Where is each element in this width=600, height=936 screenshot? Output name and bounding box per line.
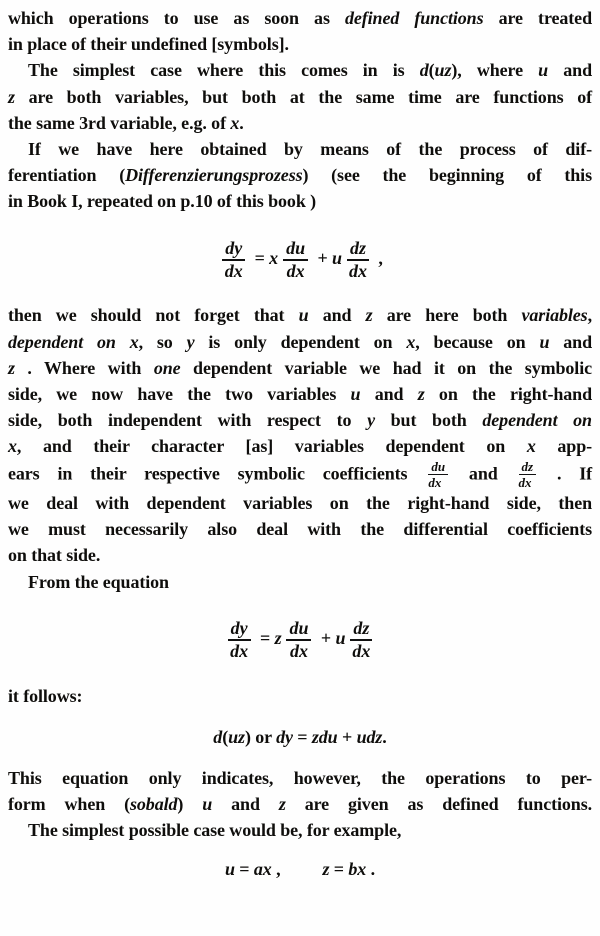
text-run: and bbox=[548, 60, 592, 81]
text-run: d bbox=[419, 60, 429, 81]
text-run: . bbox=[382, 726, 387, 747]
text-run: . Where with bbox=[14, 357, 154, 378]
text-run: side, both independent with respect to bbox=[8, 410, 368, 431]
text-line bbox=[8, 57, 592, 83]
fraction-numerator: dz bbox=[519, 460, 537, 476]
text-line bbox=[8, 460, 592, 490]
text-run: ) bbox=[177, 793, 203, 814]
text-run: x bbox=[406, 331, 416, 352]
fraction-denominator: dx bbox=[286, 260, 305, 281]
text-run: y bbox=[186, 331, 195, 352]
text-run: it follows: bbox=[8, 685, 83, 706]
text-run: u bbox=[350, 384, 361, 405]
text-run: + bbox=[313, 247, 333, 268]
text-run: the same 3rd variable, e.g. of bbox=[8, 112, 231, 133]
text-line bbox=[8, 381, 592, 407]
text-run: z bbox=[365, 305, 373, 326]
text-run: variables bbox=[521, 305, 588, 326]
fraction-numerator: dy bbox=[228, 619, 251, 641]
text-run: udz bbox=[356, 726, 383, 747]
text-run: Differenzierungsprozess bbox=[125, 165, 303, 186]
text-line bbox=[8, 490, 592, 516]
text-run: x bbox=[8, 436, 17, 457]
text-run: z bbox=[278, 793, 286, 814]
text-run: u bbox=[224, 859, 235, 880]
text-line bbox=[8, 569, 592, 595]
text-run: u bbox=[335, 627, 346, 648]
fraction bbox=[428, 460, 448, 490]
text-line bbox=[8, 31, 592, 57]
text-run bbox=[116, 332, 130, 352]
text-run: u bbox=[332, 247, 342, 268]
fraction bbox=[286, 619, 311, 661]
text-run: ), where bbox=[451, 60, 539, 81]
text-run: and bbox=[549, 331, 592, 352]
text-run: ) (see the beginning of this bbox=[302, 165, 592, 186]
fraction-numerator: dz bbox=[350, 619, 372, 641]
text-run: u bbox=[538, 60, 549, 81]
text-run: , bbox=[373, 247, 383, 268]
fraction-numerator: du bbox=[283, 239, 308, 261]
text-run: ( bbox=[428, 60, 435, 81]
text-run: , so bbox=[138, 331, 187, 352]
fraction-denominator: dx bbox=[230, 640, 249, 661]
text-run: y bbox=[367, 410, 375, 431]
text-line bbox=[8, 329, 592, 355]
text-run: in Book I, repeated on p.10 of this book ) bbox=[8, 191, 317, 212]
text-run: = bbox=[234, 859, 254, 880]
text-run: z bbox=[274, 627, 282, 648]
text-run: but both bbox=[374, 410, 483, 431]
text-run: dependent variable we had it on the symbolic bbox=[180, 357, 592, 378]
text-run: are both variables, but both at the same time are functions of bbox=[14, 86, 592, 107]
text-line bbox=[8, 84, 592, 110]
text-run: and bbox=[212, 793, 279, 814]
text-line bbox=[8, 765, 592, 791]
fraction-denominator: dx bbox=[352, 640, 371, 661]
text-run: one bbox=[153, 357, 181, 378]
text-run: This equation only indicates, however, the operations to per- bbox=[8, 767, 592, 788]
text-run: are treated bbox=[483, 8, 592, 28]
text-run: x bbox=[129, 331, 139, 352]
text-run: The simplest case where this comes in is bbox=[28, 60, 420, 81]
fraction-numerator: du bbox=[428, 460, 448, 476]
text-run: = bbox=[250, 247, 270, 268]
text-run: = bbox=[292, 726, 312, 747]
text-run: and bbox=[308, 305, 366, 326]
text-run: dependent on bbox=[8, 331, 116, 352]
text-line bbox=[8, 302, 592, 328]
text-run: x bbox=[269, 247, 279, 268]
text-run: + bbox=[316, 627, 336, 648]
text-run: , bbox=[587, 305, 592, 326]
text-run: If we have here obtained by means of the process of dif- bbox=[28, 139, 592, 160]
text-run: , and their character [as] variables dependent on bbox=[16, 436, 527, 457]
text-run: x bbox=[230, 112, 240, 133]
fraction bbox=[519, 460, 537, 490]
text-line bbox=[8, 791, 592, 817]
text-run: z bbox=[8, 86, 15, 107]
equation bbox=[8, 239, 592, 281]
text-run: . If bbox=[539, 462, 593, 483]
text-run: z bbox=[417, 384, 425, 405]
text-run: + bbox=[337, 726, 357, 747]
text-run: From the equation bbox=[28, 571, 169, 592]
text-line bbox=[8, 355, 592, 381]
text-run: . bbox=[366, 859, 375, 880]
text-run: form when ( bbox=[8, 793, 130, 814]
text-run: in place of their undefined [symbols]. bbox=[8, 34, 289, 55]
text-line bbox=[8, 407, 592, 433]
text-run: . bbox=[239, 112, 244, 133]
fraction-denominator: dx bbox=[289, 640, 308, 661]
text-line bbox=[8, 433, 592, 459]
text-run: x bbox=[526, 436, 536, 457]
text-run: and bbox=[360, 384, 418, 405]
text-run: z bbox=[322, 859, 330, 880]
text-line bbox=[8, 516, 592, 542]
text-run: side, we now have the two variables bbox=[8, 384, 351, 405]
text-run: which operations to use as soon as bbox=[8, 8, 345, 28]
text-run: u bbox=[539, 331, 550, 352]
text-run: zdu bbox=[311, 726, 338, 747]
text-run: ferentiation ( bbox=[8, 165, 126, 186]
fraction-numerator: dy bbox=[222, 239, 245, 261]
text-run: d bbox=[213, 726, 223, 747]
equation bbox=[8, 724, 592, 750]
fraction-numerator: du bbox=[286, 619, 311, 641]
text-line bbox=[8, 683, 592, 709]
text-run: app- bbox=[535, 436, 592, 457]
text-line bbox=[8, 817, 592, 843]
fraction bbox=[350, 619, 372, 661]
fraction bbox=[228, 619, 251, 661]
text-run: dy bbox=[276, 726, 293, 747]
text-line bbox=[8, 110, 592, 136]
text-run: and bbox=[451, 462, 516, 483]
text-run: on that side. bbox=[8, 545, 101, 566]
fraction-denominator: dx bbox=[348, 260, 367, 281]
fraction-denominator: dx bbox=[518, 475, 532, 491]
equation bbox=[8, 619, 592, 661]
text-run: ( bbox=[222, 726, 229, 747]
text-line bbox=[8, 542, 592, 568]
text-line bbox=[8, 136, 592, 162]
text-run: , bbox=[271, 859, 281, 880]
text-line bbox=[8, 162, 592, 188]
text-run: , because on bbox=[415, 331, 540, 352]
text-run: sobald bbox=[130, 793, 178, 814]
fraction bbox=[222, 239, 245, 281]
text-run: are here both bbox=[372, 305, 522, 326]
text-run: u bbox=[298, 305, 309, 326]
fraction-numerator: dz bbox=[347, 239, 369, 261]
text-run: bx bbox=[348, 859, 367, 880]
fraction-denominator: dx bbox=[224, 260, 243, 281]
text-run: u bbox=[202, 793, 213, 814]
fraction-denominator: dx bbox=[428, 475, 442, 491]
text-run: we deal with dependent variables on the right-hand side, then bbox=[8, 492, 592, 513]
text-run: = bbox=[329, 859, 349, 880]
text-run: ax bbox=[253, 859, 272, 880]
page-content bbox=[8, 5, 592, 882]
text-run: ) or bbox=[244, 726, 277, 747]
equation bbox=[8, 856, 592, 882]
text-run: defined functions bbox=[344, 8, 484, 28]
text-run: uz bbox=[228, 726, 245, 747]
text-run: = bbox=[255, 627, 275, 648]
text-run: are given as defined functions. bbox=[285, 793, 592, 814]
text-run: uz bbox=[434, 60, 452, 81]
text-run: The simplest possible case would be, for example, bbox=[28, 820, 402, 841]
text-run: is only dependent on bbox=[194, 331, 407, 352]
text-run: then we should not forget that bbox=[8, 305, 299, 326]
text-run: ears in their respective symbolic coefficients bbox=[8, 462, 426, 483]
text-run: dependent on bbox=[482, 410, 592, 431]
text-run: on the right-hand bbox=[424, 384, 592, 405]
text-run: z bbox=[8, 357, 15, 378]
text-line bbox=[8, 188, 592, 214]
fraction bbox=[283, 239, 308, 281]
fraction bbox=[347, 239, 369, 281]
text-line bbox=[8, 5, 592, 31]
text-run: we must necessarily also deal with the differential coefficients bbox=[8, 519, 592, 540]
